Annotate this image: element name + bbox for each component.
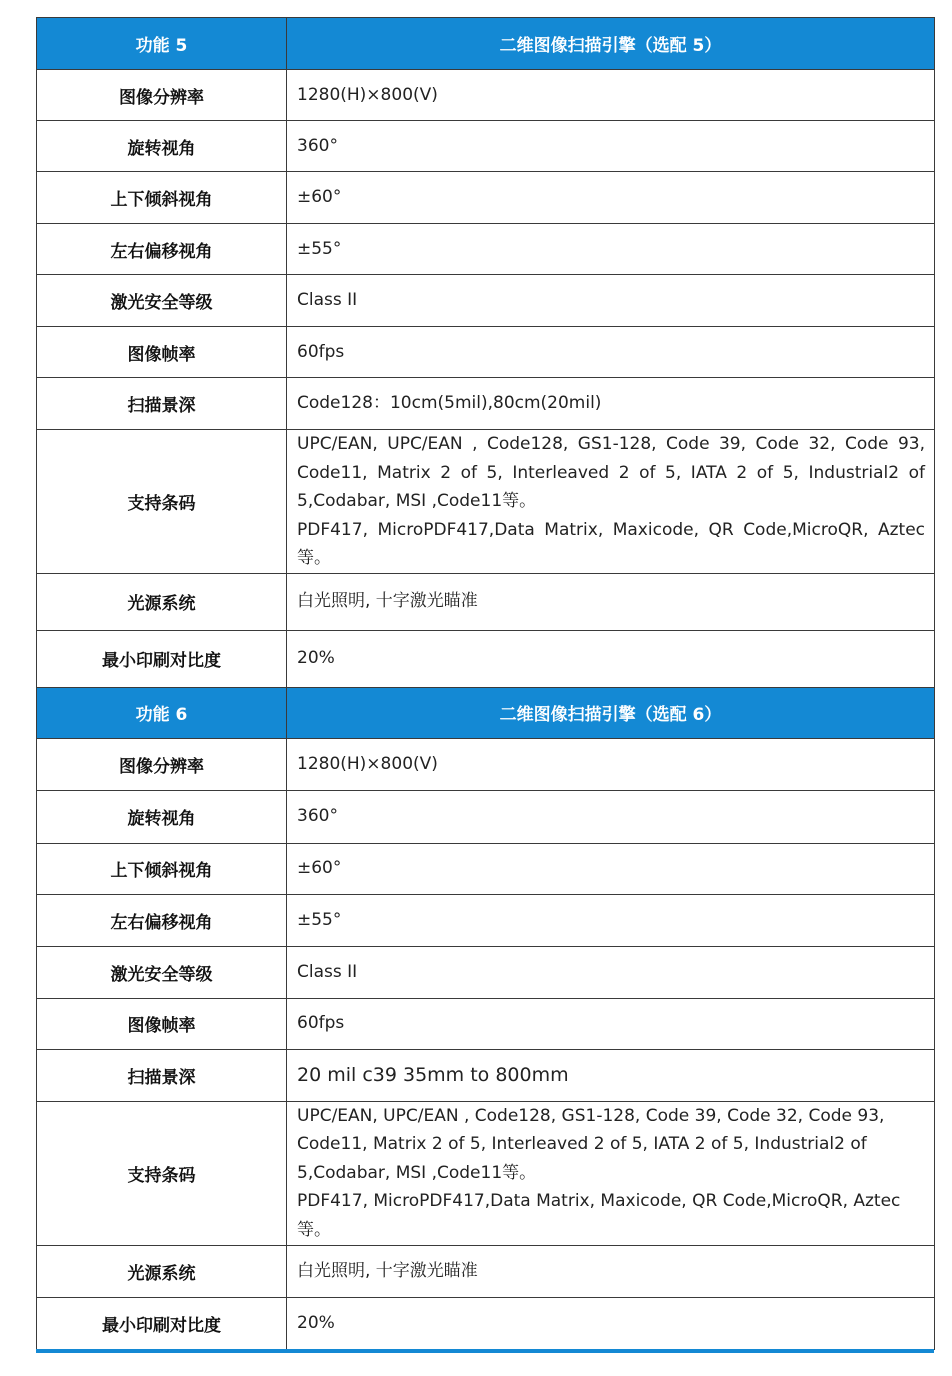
table-row bbox=[37, 1297, 935, 1349]
row-label: 上下倾斜视角 bbox=[37, 172, 287, 224]
row-value: 60fps bbox=[287, 998, 935, 1049]
table-row bbox=[37, 121, 935, 172]
section-header-left: 功能 5 bbox=[37, 18, 287, 70]
row-value: 20 mil c39 35mm to 800mm bbox=[287, 1049, 935, 1101]
table-row bbox=[37, 573, 935, 630]
row-label: 激光安全等级 bbox=[37, 275, 287, 327]
row-value: 20% bbox=[287, 1297, 935, 1349]
table-row bbox=[37, 790, 935, 843]
row-value: 360° bbox=[287, 790, 935, 843]
bottom-accent-bar bbox=[36, 1349, 934, 1353]
row-label: 扫描景深 bbox=[37, 1049, 287, 1101]
row-value: 20% bbox=[287, 630, 935, 687]
row-label: 最小印刷对比度 bbox=[37, 630, 287, 687]
row-value: ±60° bbox=[287, 843, 935, 894]
table-row bbox=[37, 1245, 935, 1297]
table-row bbox=[37, 378, 935, 430]
table-row bbox=[37, 946, 935, 998]
row-label: 旋转视角 bbox=[37, 790, 287, 843]
table-row bbox=[37, 998, 935, 1049]
row-label: 图像帧率 bbox=[37, 327, 287, 378]
row-label: 光源系统 bbox=[37, 1245, 287, 1297]
row-value: ±55° bbox=[287, 224, 935, 275]
table-row bbox=[37, 843, 935, 894]
row-label: 最小印刷对比度 bbox=[37, 1297, 287, 1349]
row-value: Class II bbox=[287, 275, 935, 327]
table-row bbox=[37, 224, 935, 275]
row-value: ±55° bbox=[287, 894, 935, 946]
row-value: ±60° bbox=[287, 172, 935, 224]
section-header bbox=[37, 687, 935, 738]
row-label: 图像分辨率 bbox=[37, 738, 287, 790]
section-header-left: 功能 6 bbox=[37, 687, 287, 738]
row-value: 1280(H)×800(V) bbox=[287, 70, 935, 121]
table-row bbox=[37, 275, 935, 327]
section-header-right: 二维图像扫描引擎（选配 6） bbox=[287, 687, 935, 738]
row-label: 左右偏移视角 bbox=[37, 894, 287, 946]
row-value-barcodes bbox=[287, 1101, 935, 1245]
table-row bbox=[37, 327, 935, 378]
table-row bbox=[37, 172, 935, 224]
row-label: 旋转视角 bbox=[37, 121, 287, 172]
table-row bbox=[37, 430, 935, 574]
row-value: 白光照明, 十字激光瞄准 bbox=[287, 1245, 935, 1297]
row-value: Code128：10cm(5mil),80cm(20mil) bbox=[287, 378, 935, 430]
row-label: 图像帧率 bbox=[37, 998, 287, 1049]
row-label: 激光安全等级 bbox=[37, 946, 287, 998]
row-value: Class II bbox=[287, 946, 935, 998]
row-label: 扫描景深 bbox=[37, 378, 287, 430]
table-row bbox=[37, 70, 935, 121]
table-row bbox=[37, 1049, 935, 1101]
row-label: 图像分辨率 bbox=[37, 70, 287, 121]
barcodes-2d: PDF417, MicroPDF417,Data Matrix, Maxicode, QR Code,MicroQR, Aztec 等。 bbox=[297, 1191, 901, 1240]
row-value: 360° bbox=[287, 121, 935, 172]
section-header-right: 二维图像扫描引擎（选配 5） bbox=[287, 18, 935, 70]
row-value: 1280(H)×800(V) bbox=[287, 738, 935, 790]
section-header bbox=[37, 18, 935, 70]
row-value-barcodes bbox=[287, 430, 935, 574]
spec-table bbox=[36, 17, 935, 1350]
row-label: 上下倾斜视角 bbox=[37, 843, 287, 894]
table-row bbox=[37, 1101, 935, 1245]
barcodes-2d: PDF417, MicroPDF417,Data Matrix, Maxicode, QR Code,MicroQR, Aztec 等。 bbox=[297, 519, 925, 568]
table-row bbox=[37, 894, 935, 946]
row-value: 白光照明, 十字激光瞄准 bbox=[287, 573, 935, 630]
barcodes-1d: UPC/EAN, UPC/EAN , Code128, GS1-128, Code 39, Code 32, Code 93, Code11, Matrix 2 of 5, Interleaved 2 of 5, IATA 2 of 5, Industrial2 of 5,Codabar, MSI ,Code11等。 bbox=[297, 1105, 885, 1183]
barcodes-1d: UPC/EAN, UPC/EAN , Code128, GS1-128, Code 39, Code 32, Code 93, Code11, Matrix 2 of 5, Interleaved 2 of 5, IATA 2 of 5, Industrial2 of 5,Codabar, MSI ,Code11等。 bbox=[297, 434, 925, 511]
table-row bbox=[37, 738, 935, 790]
row-value: 60fps bbox=[287, 327, 935, 378]
row-label: 光源系统 bbox=[37, 573, 287, 630]
table-row bbox=[37, 630, 935, 687]
row-label: 左右偏移视角 bbox=[37, 224, 287, 275]
row-label: 支持条码 bbox=[37, 430, 287, 574]
row-label: 支持条码 bbox=[37, 1101, 287, 1245]
